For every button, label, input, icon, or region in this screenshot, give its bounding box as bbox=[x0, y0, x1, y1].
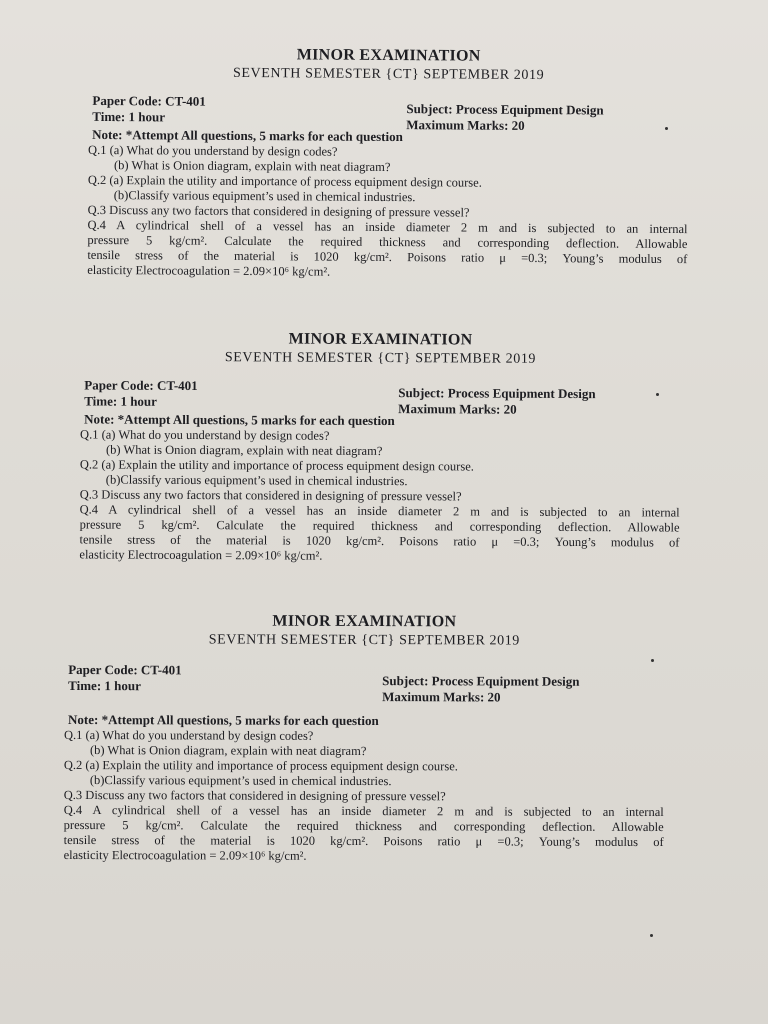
exam-subject: Subject: Process Equipment Design bbox=[382, 673, 580, 689]
exam-note: Note: *Attempt All questions, 5 marks for each question bbox=[84, 411, 395, 429]
question-1b: (b) What is Onion diagram, explain with neat diagram? bbox=[113, 158, 391, 175]
max-marks: Maximum Marks: 20 bbox=[398, 401, 517, 417]
question-4-line-1: Q.4 A cylindrical shell of a vessel has an inside diameter 2 m and is subjected to an internal bbox=[79, 502, 680, 520]
exam-title: MINOR EXAMINATION bbox=[288, 330, 473, 349]
question-4-line-4: elasticity Electrocoagulation = 2.09×10⁶ kg/cm². bbox=[87, 262, 331, 279]
question-1a: Q.1 (a) What do you understand by design codes? bbox=[80, 427, 330, 443]
question-4-line-2: pressure 5 kg/cm². Calculate the required thickness and corresponding deflection. Allowable bbox=[63, 817, 664, 835]
question-1b: (b) What is Onion diagram, explain with neat diagram? bbox=[89, 743, 367, 759]
exam-meta bbox=[88, 93, 688, 131]
question-4-line-3: tensile stress of the material is 1020 kg/cm². Poisons ratio μ =0.3; Young’s modulus of bbox=[87, 247, 688, 267]
question-4-line-2: pressure 5 kg/cm². Calculate the required thickness and corresponding deflection. Allowable bbox=[87, 232, 688, 252]
question-2b: (b)Classify various equipment’s used in chemical industries. bbox=[105, 472, 408, 489]
question-1a: Q.1 (a) What do you understand by design codes? bbox=[88, 142, 338, 159]
exam-meta bbox=[64, 662, 664, 704]
question-1a: Q.1 (a) What do you understand by design codes? bbox=[63, 727, 314, 743]
exam-title: MINOR EXAMINATION bbox=[296, 46, 481, 65]
max-marks: Maximum Marks: 20 bbox=[382, 689, 501, 705]
paper-speck bbox=[651, 659, 654, 662]
exam-copy-2 bbox=[79, 328, 680, 565]
exam-copy-1 bbox=[87, 44, 689, 282]
question-2a: Q.2 (a) Explain the utility and importance of process equipment design course. bbox=[63, 757, 458, 774]
question-4-line-1: Q.4 A cylindrical shell of a vessel has an inside diameter 2 m and is subjected to an internal bbox=[63, 802, 664, 820]
exam-note: Note: *Attempt All questions, 5 marks for each question bbox=[92, 126, 403, 145]
paper-speck bbox=[665, 127, 668, 130]
paper-speck bbox=[650, 934, 653, 937]
question-3: Q.3 Discuss any two factors that considered in designing of pressure vessel? bbox=[87, 202, 470, 220]
question-2a: Q.2 (a) Explain the utility and importance of process equipment design course. bbox=[87, 172, 482, 190]
question-2b: (b)Classify various equipment’s used in chemical industries. bbox=[89, 773, 392, 789]
question-4-line-4: elasticity Electrocoagulation = 2.09×10⁶ kg/cm². bbox=[79, 547, 323, 563]
max-marks: Maximum Marks: 20 bbox=[406, 117, 525, 133]
question-4-line-1: Q.4 A cylindrical shell of a vessel has an inside diameter 2 m and is subjected to an internal bbox=[87, 217, 688, 237]
question-2b: (b)Classify various equipment’s used in chemical industries. bbox=[113, 188, 416, 205]
exam-time: Time: 1 hour bbox=[84, 393, 157, 409]
exam-time: Time: 1 hour bbox=[92, 108, 166, 125]
question-4-line-4: elasticity Electrocoagulation = 2.09×10⁶ kg/cm². bbox=[63, 847, 307, 863]
exam-time: Time: 1 hour bbox=[68, 677, 141, 694]
question-4-line-3: tensile stress of the material is 1020 kg/cm². Poisons ratio μ =0.3; Young’s modulus of bbox=[63, 832, 664, 850]
question-4-line-3: tensile stress of the material is 1020 kg/cm². Poisons ratio μ =0.3; Young’s modulus of bbox=[79, 532, 680, 550]
question-1b: (b) What is Onion diagram, explain with neat diagram? bbox=[105, 442, 383, 459]
paper-code: Paper Code: CT-401 bbox=[84, 377, 198, 394]
paper-speck bbox=[656, 393, 659, 396]
exam-note: Note: *Attempt All questions, 5 marks for each question bbox=[68, 711, 379, 729]
exam-title: MINOR EXAMINATION bbox=[272, 612, 457, 631]
exam-subtitle: SEVENTH SEMESTER {CT} SEPTEMBER 2019 bbox=[208, 632, 520, 649]
exam-subtitle: SEVENTH SEMESTER {CT} SEPTEMBER 2019 bbox=[232, 65, 545, 84]
exam-meta bbox=[80, 377, 680, 417]
paper-code: Paper Code: CT-401 bbox=[68, 661, 182, 678]
question-2a: Q.2 (a) Explain the utility and importance of process equipment design course. bbox=[79, 457, 474, 474]
exam-subject: Subject: Process Equipment Design bbox=[406, 101, 604, 118]
paper-code: Paper Code: CT-401 bbox=[92, 92, 206, 109]
question-4-line-2: pressure 5 kg/cm². Calculate the required thickness and corresponding deflection. Allowable bbox=[79, 517, 680, 535]
exam-subtitle: SEVENTH SEMESTER {CT} SEPTEMBER 2019 bbox=[224, 350, 537, 367]
question-3: Q.3 Discuss any two factors that considered in designing of pressure vessel? bbox=[79, 487, 462, 504]
exam-subject: Subject: Process Equipment Design bbox=[398, 385, 596, 402]
question-3: Q.3 Discuss any two factors that considered in designing of pressure vessel? bbox=[63, 787, 446, 804]
exam-copy-3 bbox=[64, 611, 665, 865]
